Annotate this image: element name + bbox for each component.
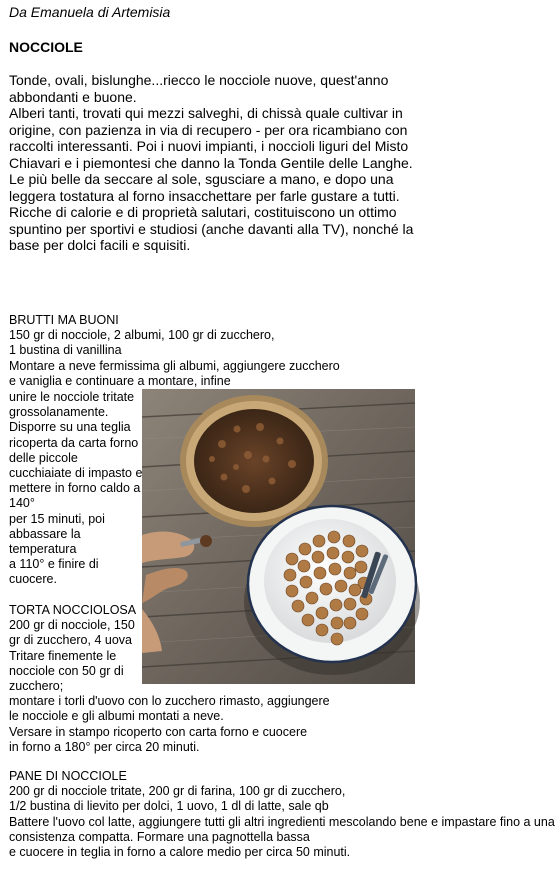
page-title: NOCCIOLE — [9, 39, 83, 55]
recipe-line: Montare a neve fermissima gli albumi, aggiungere zucchero — [9, 358, 340, 373]
intro-line: Tonde, ovali, bislunghe...riecco le nocciole nuove, quest'anno — [9, 72, 389, 88]
author-line: Da Emanuela di Artemisia — [9, 4, 171, 20]
recipe-line: e vaniglia e continuare a montare, infine — [9, 373, 231, 388]
recipe-pane-di-nocciole — [9, 769, 555, 860]
recipe-title: BRUTTI MA BUONI — [9, 313, 119, 327]
recipe-brutti-ma-buoni — [9, 313, 340, 389]
recipe-line: 140° — [9, 496, 35, 511]
intro-line: Chiavari e i piemontesi che danno la Tonda Gentile delle Langhe. — [9, 154, 413, 171]
recipe-line: in forno a 180° per circa 20 minuti. — [9, 739, 200, 754]
recipe-line: grossolanamente. — [9, 405, 109, 420]
recipe-line: unire le nocciole tritate — [9, 390, 135, 404]
recipe-line: zucchero; — [9, 679, 64, 694]
recipe-line: ricoperta da carta forno — [9, 435, 139, 450]
recipe-line: delle piccole — [9, 450, 78, 465]
intro-line: abbondanti e buone. — [9, 88, 137, 105]
hazelnuts-photo — [142, 389, 415, 684]
recipe-line: 1 bustina di vanillina — [9, 343, 122, 358]
recipe-line: montare i torli d'uovo con lo zucchero rimasto, aggiungere — [9, 694, 330, 709]
recipe-line: Battere l'uovo col latte, aggiungere tutti gli altri ingredienti mescolando bene e impastare fino a una — [9, 814, 555, 829]
recipe-line: Disporre su una teglia — [9, 420, 131, 435]
recipe-line: cuocere. — [9, 572, 57, 587]
recipe-line: abbassare la — [9, 526, 81, 541]
recipe-title: PANE DI NOCCIOLE — [9, 769, 127, 783]
recipe-line: 200 gr di nocciole, 150 — [9, 618, 135, 633]
recipe-line: gr di zucchero, 4 uova — [9, 633, 132, 648]
recipe-line: a 110° e finire di — [9, 557, 99, 572]
recipe-line: cucchiaiate di impasto e — [9, 466, 143, 481]
intro-line: raccolti interessanti. Poi i nuovi impianti, i noccioli liguri del Misto — [9, 138, 409, 154]
recipe-line: 150 gr di nocciole, 2 albumi, 100 gr di zucchero, — [9, 328, 275, 343]
recipe-line: Versare in stampo ricoperto con carta forno e cuocere — [9, 724, 308, 739]
intro-paragraph — [9, 72, 413, 254]
intro-line: Alberi tanti, trovati qui mezzi salveghi, di chissà quale cultivar in — [9, 105, 403, 121]
recipe-line: 1/2 bustina di lievito per dolci, 1 uovo, 1 dl di latte, sale qb — [9, 799, 329, 814]
recipe-line: nocciole con 50 gr di — [9, 663, 124, 678]
recipe-line: le nocciole e gli albumi montati a neve. — [9, 709, 224, 724]
intro-line: origine, con pazienza in via di recupero - per ora ricambiano con — [9, 121, 408, 138]
recipe-line: temperatura — [9, 542, 77, 557]
recipe-line: per 15 minuti, poi — [9, 511, 105, 526]
intro-line: leggera tostatura al forno insacchettare per farle gustare a tutti. — [9, 187, 400, 204]
intro-line: Ricche di calorie e di proprietà salutari, costituiscono un ottimo — [9, 204, 397, 220]
recipe-line: Tritare finemente le — [9, 648, 117, 663]
recipe-line: mettere in forno caldo a — [9, 481, 141, 496]
recipe-line: consistenza compatta. Formare una pagnottella bassa — [9, 829, 310, 844]
intro-line: base per dolci facili e squisiti. — [9, 237, 191, 253]
intro-line: spuntino per sportivi e studiosi (anche davanti alla TV), nonché la — [9, 220, 414, 237]
recipe-brutti-ma-buoni-steps — [9, 390, 142, 588]
recipe-line: e cuocere in teglia in forno a calore medio per circa 50 minuti. — [9, 845, 351, 860]
recipe-title: TORTA NOCCIOLOSA — [9, 603, 137, 617]
recipe-line: 200 gr di nocciole tritate, 200 gr di farina, 100 gr di zucchero, — [9, 784, 346, 799]
intro-line: Le più belle da seccare al sole, sgusciare a mano, e dopo una — [9, 171, 394, 187]
